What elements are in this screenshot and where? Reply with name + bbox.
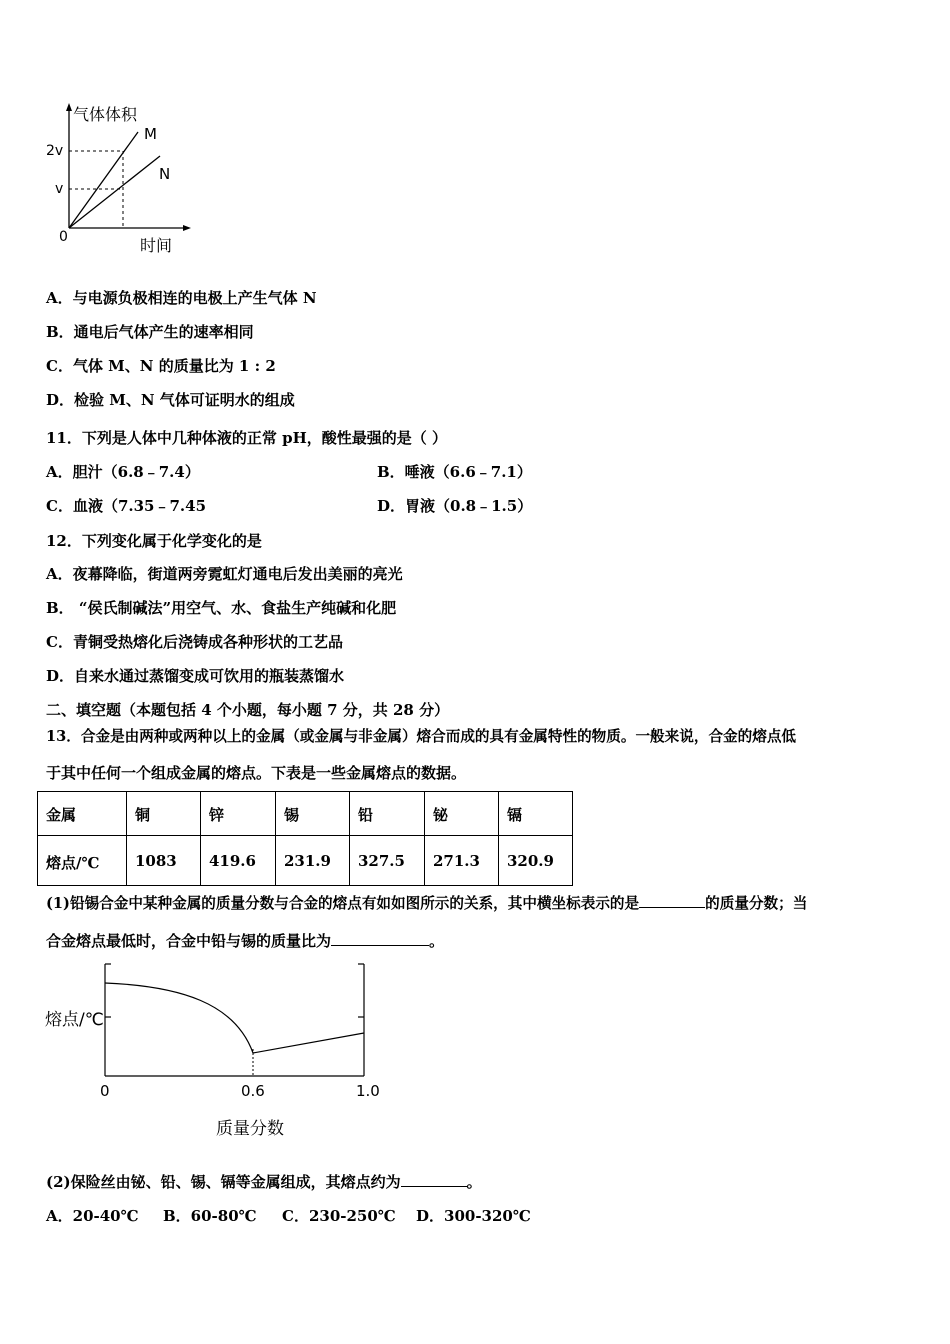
q13-part1-line1 xyxy=(46,892,807,913)
q10-option-c: C．气体 M、N 的质量比为 1 : 2 xyxy=(46,357,276,375)
q11-option-c: C．血液（7.35﹣7.45 xyxy=(46,497,207,515)
q13-part2-text-b: 。 xyxy=(466,1173,482,1191)
q13-part2-option-a: A．20-40℃ xyxy=(46,1207,139,1225)
fig1-label-m: M xyxy=(144,125,157,143)
q13-part1-text-d: 。 xyxy=(429,932,445,950)
q12-stem: 12．下列变化属于化学变化的是 xyxy=(46,532,262,550)
fig2-y-label: 熔点/℃ xyxy=(45,1010,104,1030)
melting-point-table xyxy=(37,791,573,886)
q10-option-a: A．与电源负极相连的电极上产生气体 N xyxy=(46,289,317,307)
line-m xyxy=(69,132,138,228)
fig2-tick-0: 0 xyxy=(100,1082,110,1100)
table-row xyxy=(38,836,573,886)
fig1-x-label: 时间 xyxy=(140,236,173,255)
melting-point-graph xyxy=(90,958,390,1088)
table-cell: 铋 xyxy=(425,792,499,836)
fig2-tick-06: 0.6 xyxy=(241,1082,265,1100)
table-cell: 金属 xyxy=(38,792,127,836)
q11-option-b: B．唾液（6.6﹣7.1） xyxy=(377,463,532,481)
answer-blank[interactable] xyxy=(639,893,705,908)
q13-part1-line2 xyxy=(46,930,444,951)
q12-option-c: C．青铜受热熔化后浇铸成各种形状的工艺品 xyxy=(46,633,343,651)
table-cell: 1083 xyxy=(127,836,201,886)
melting-curve xyxy=(105,983,253,1053)
table-cell: 锡 xyxy=(276,792,350,836)
q13-part1-text-b: 的质量分数；当 xyxy=(705,895,808,912)
section-heading: 二、填空题（本题包括 4 个小题，每小题 7 分，共 28 分） xyxy=(46,701,450,719)
q12-option-a: A．夜幕降临，街道两旁霓虹灯通电后发出美丽的亮光 xyxy=(46,565,403,583)
q13-intro-1: 13．合金是由两种或两种以上的金属（或金属与非金属）熔合而成的具有金属特性的物质。一般来说，合金的熔点低 xyxy=(46,728,797,745)
answer-blank[interactable] xyxy=(331,931,429,946)
q11-option-d: D．胃液（0.8﹣1.5） xyxy=(377,497,533,515)
q13-part1-text-c: 合金熔点最低时，合金中铅与锡的质量比为 xyxy=(46,932,332,950)
q13-intro-2: 于其中任何一个组成金属的熔点。下表是一些金属熔点的数据。 xyxy=(46,764,467,782)
q13-part2-option-b: B．60-80℃ xyxy=(163,1207,257,1225)
table-cell: 熔点/℃ xyxy=(38,836,127,886)
fig2-tick-10: 1.0 xyxy=(356,1082,380,1100)
x-axis-arrow xyxy=(183,225,191,231)
q11-stem: 11．下列是人体中几种体液的正常 pH，酸性最强的是（ ） xyxy=(46,429,447,447)
fig1-tick-v: v xyxy=(55,181,64,197)
q13-part2-option-c: C．230-250℃ xyxy=(282,1207,396,1225)
fig1-y-label: 气体体积 xyxy=(73,105,138,124)
curve-right-segment xyxy=(253,1033,364,1053)
table-row xyxy=(38,792,573,836)
answer-blank[interactable] xyxy=(401,1172,467,1187)
fig1-label-n: N xyxy=(159,165,171,183)
table-cell: 231.9 xyxy=(276,836,350,886)
line-n xyxy=(69,156,160,228)
q13-part2 xyxy=(46,1171,482,1192)
q10-option-b: B．通电后气体产生的速率相同 xyxy=(46,323,254,341)
q10-option-d: D．检验 M、N 气体可证明水的组成 xyxy=(46,391,295,409)
fig1-origin: 0 xyxy=(59,229,68,245)
fig1-tick-2v: 2v xyxy=(46,143,64,159)
table-cell: 327.5 xyxy=(350,836,425,886)
q11-option-a: A．胆汁（6.8﹣7.4） xyxy=(46,463,200,481)
q13-part2-text-a: (2)保险丝由铋、铅、锡、镉等金属组成，其熔点约为 xyxy=(46,1173,401,1191)
y-axis-arrow xyxy=(66,103,72,111)
fig2-x-label: 质量分数 xyxy=(216,1119,284,1139)
q13-part2-option-d: D．300-320℃ xyxy=(416,1207,531,1225)
q12-option-d: D．自来水通过蒸馏变成可饮用的瓶装蒸馏水 xyxy=(46,667,345,685)
table-cell: 271.3 xyxy=(425,836,499,886)
q13-part1-text-a: (1)铅锡合金中某种金属的质量分数与合金的熔点有如如图所示的关系，其中横坐标表示的是 xyxy=(46,895,640,912)
table-cell: 铜 xyxy=(127,792,201,836)
table-cell: 铅 xyxy=(350,792,425,836)
table-cell: 锌 xyxy=(201,792,276,836)
q12-option-b: B． “侯氏制碱法”用空气、水、食盐生产纯碱和化肥 xyxy=(46,599,397,617)
table-cell: 镉 xyxy=(499,792,573,836)
table-cell: 320.9 xyxy=(499,836,573,886)
table-cell: 419.6 xyxy=(201,836,276,886)
